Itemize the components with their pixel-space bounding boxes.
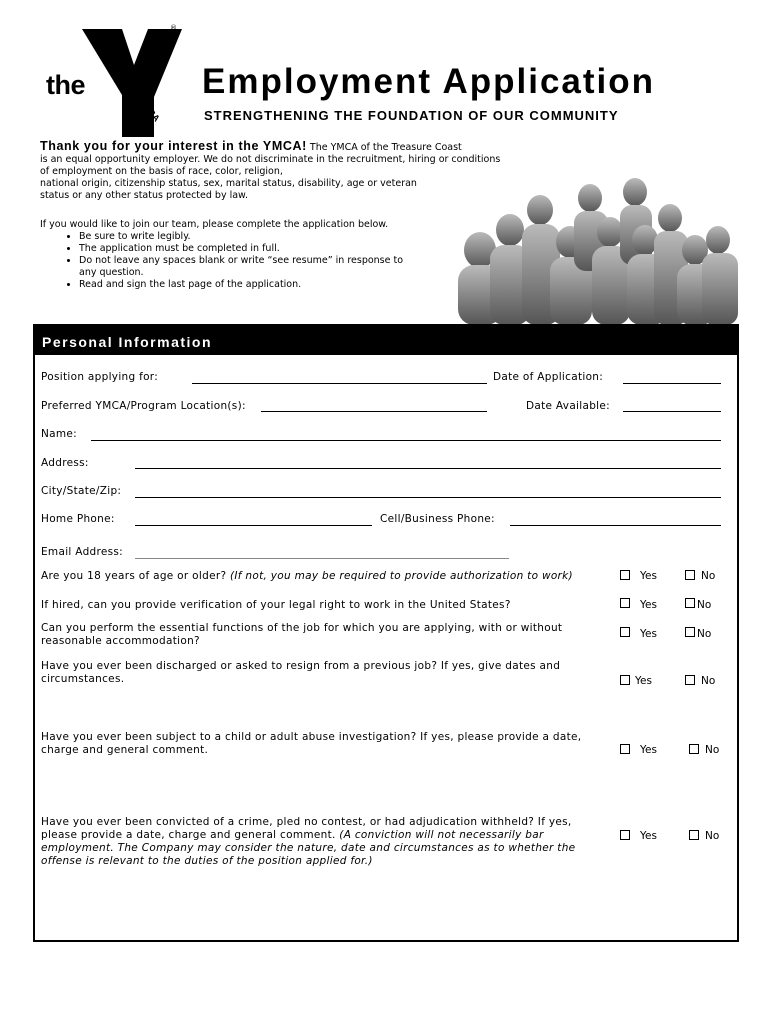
intro-line: status or any other status protected by law. — [40, 190, 248, 201]
question-text: Are you 18 years of age or older? — [41, 570, 230, 582]
authorization-no-checkbox[interactable] — [685, 598, 695, 608]
email-label: Email Address: — [41, 546, 124, 558]
convicted-no-checkbox[interactable] — [689, 830, 699, 840]
question-essential-functions: Can you perform the essential functions of the job for which you are applying, with or without reasonable accommodation? — [41, 622, 563, 647]
yes-label: Yes — [640, 570, 657, 582]
instruction-item: • Do not leave any spaces blank or write “see resume” in response to any question. — [79, 255, 419, 279]
age-yes-checkbox[interactable] — [620, 570, 630, 580]
page-title: Employment Application — [202, 62, 656, 101]
intro-line: national origin, citizenship status, sex, marital status, disability, age or veteran — [40, 178, 417, 189]
home-phone-label: Home Phone: — [41, 513, 115, 525]
no-label: No — [697, 599, 712, 611]
question-abuse-investigation: Have you ever been subject to a child or adult abuse investigation? If yes, please provide a date, charge and general comment. — [41, 731, 582, 756]
name-field[interactable] — [91, 440, 721, 441]
intro-lead: Thank you for your interest in the YMCA! — [40, 139, 307, 153]
home-phone-field[interactable] — [135, 525, 372, 526]
instruction-item: • The application must be completed in full. — [79, 243, 440, 255]
question-text: Have you ever been convicted of a crime, pled no contest, or had adjudication withheld? If yes, please provide a date, charge and general comment. — [41, 816, 572, 841]
registered-mark: ® — [170, 24, 177, 32]
discharged-no-checkbox[interactable] — [685, 675, 695, 685]
section-title: Personal Information — [42, 334, 213, 350]
age-no-checkbox[interactable] — [685, 570, 695, 580]
abuse-no-checkbox[interactable] — [689, 744, 699, 754]
no-label: No — [701, 570, 716, 582]
question-convicted — [41, 816, 601, 868]
yes-label: Yes — [640, 628, 657, 640]
no-label: No — [705, 830, 720, 842]
convicted-yes-checkbox[interactable] — [620, 830, 630, 840]
instruction-item: • Read and sign the last page of the application. — [79, 279, 440, 291]
address-label: Address: — [41, 457, 89, 469]
name-label: Name: — [41, 428, 78, 440]
discharged-yes-checkbox[interactable] — [620, 675, 630, 685]
location-label: Preferred YMCA/Program Location(s): — [41, 400, 246, 412]
functions-no-checkbox[interactable] — [685, 627, 695, 637]
no-label: No — [701, 675, 716, 687]
yes-label: Yes — [640, 830, 657, 842]
intro-line: is an equal opportunity employer. We do not discriminate in the recruitment, hiring or conditions — [40, 154, 501, 165]
instructions-list — [40, 231, 440, 291]
city-label: City/State/Zip: — [41, 485, 122, 497]
question-note: (A conviction will not necessarily bar employment. The Company may consider the nature, date and circumstances as to whether the offense is relevant to the duties of the position applied for.) — [41, 829, 576, 867]
question-note: (If not, you may be required to provide authorization to work) — [229, 570, 573, 582]
logo-text: the — [46, 70, 85, 100]
abuse-yes-checkbox[interactable] — [620, 744, 630, 754]
page-subtitle: STRENGTHENING THE FOUNDATION OF OUR COMMUNITY — [204, 108, 619, 123]
position-label: Position applying for: — [41, 371, 159, 383]
city-field[interactable] — [135, 497, 721, 498]
cell-phone-label: Cell/Business Phone: — [380, 513, 495, 525]
functions-yes-checkbox[interactable] — [620, 627, 630, 637]
authorization-yes-checkbox[interactable] — [620, 598, 630, 608]
yes-label: Yes — [635, 675, 652, 687]
ymca-y-logo — [82, 25, 182, 141]
intro-line: The YMCA of the Treasure Coast — [309, 142, 462, 153]
question-age — [41, 570, 621, 583]
ymca-badge-text: YMCA — [137, 96, 162, 124]
date-of-application-field[interactable] — [623, 383, 721, 384]
location-field[interactable] — [261, 411, 487, 412]
email-field[interactable] — [135, 558, 509, 559]
date-available-field[interactable] — [623, 411, 721, 412]
address-field[interactable] — [135, 468, 721, 469]
instruction-item: • Be sure to write legibly. — [79, 231, 440, 243]
group-photo — [440, 170, 738, 325]
no-label: No — [705, 744, 720, 756]
question-discharged: Have you ever been discharged or asked to resign from a previous job? If yes, give dates and circumstances. — [41, 660, 561, 685]
date-of-application-label: Date of Application: — [493, 371, 604, 383]
date-available-label: Date Available: — [526, 400, 610, 412]
yes-label: Yes — [640, 744, 657, 756]
position-field[interactable] — [192, 383, 487, 384]
instructions-block — [40, 219, 440, 291]
yes-label: Yes — [640, 599, 657, 611]
question-work-authorization: If hired, can you provide verification of your legal right to work in the United States? — [41, 599, 511, 611]
intro-line: of employment on the basis of race, color, religion, — [40, 166, 283, 177]
cell-phone-field[interactable] — [510, 525, 721, 526]
no-label: No — [697, 628, 712, 640]
instructions-text: If you would like to join our team, please complete the application below. — [40, 219, 389, 230]
